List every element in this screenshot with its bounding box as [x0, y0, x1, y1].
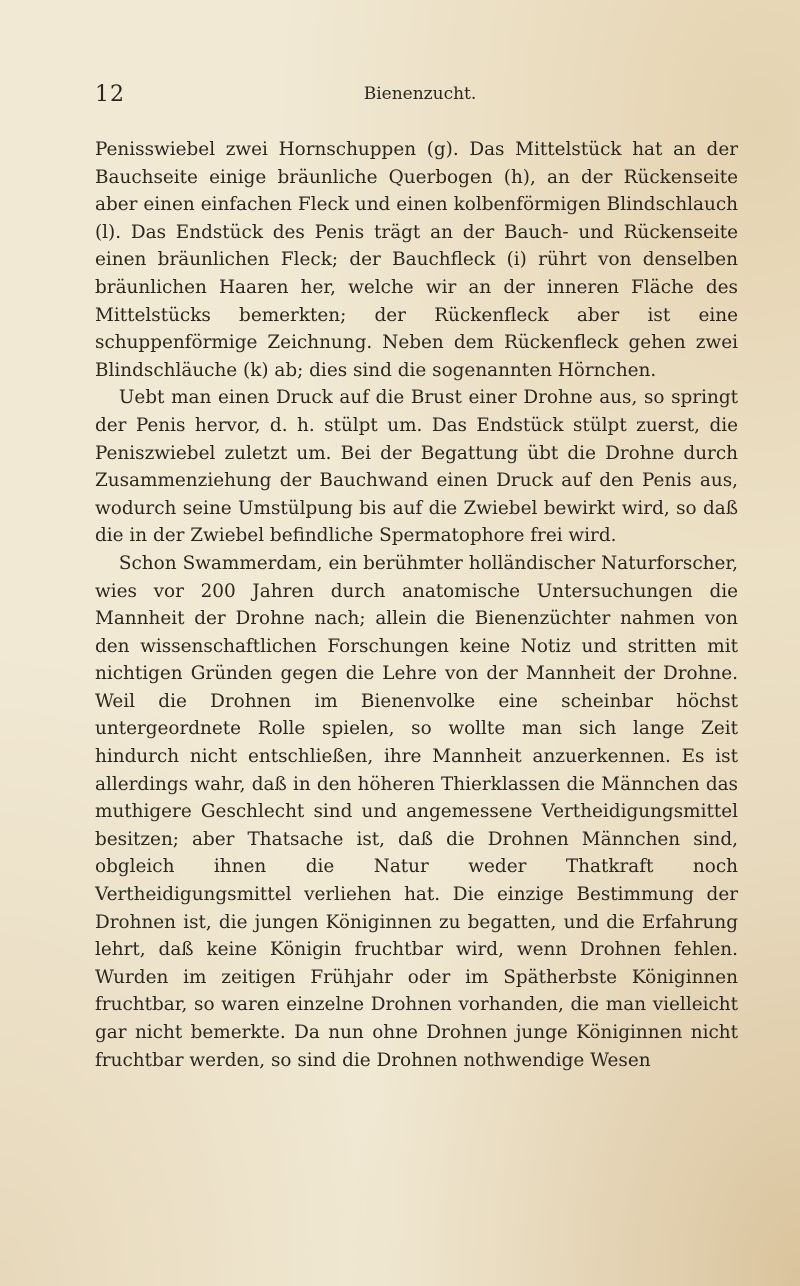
page-number: 12 [95, 82, 125, 107]
running-title: Bienenzucht. [363, 84, 477, 104]
page-header [95, 82, 735, 112]
paragraph-3: Schon Swammerdam, ein berühmter holländischer Naturforscher, wies vor 200 Jahren durch anatomische Untersuchungen die Mannheit der Drohne nach; allein die Bienenzüchter nahmen von den wissenschaftlichen Forschungen keine Notiz und stritten mit nichtigen Gründen gegen die Lehre von der Mannheit der Drohne. Weil die Drohnen im Bienenvolke eine scheinbar höchst untergeordnete Rolle spielen, so wollte man sich lange Zeit hindurch nicht entschließen, ihre Mannheit anzuerkennen. Es ist allerdings wahr, daß in den höheren Thierklassen die Männchen das muthigere Geschlecht sind und angemessene Vertheidigungsmittel besitzen; aber Thatsache ist, daß die Drohnen Männchen sind, obgleich ihnen die Natur weder Thatkraft noch Vertheidigungsmittel verliehen hat. Die einzige Bestimmung der Drohnen ist, die jungen Königinnen zu begatten, und die Erfahrung lehrt, daß keine Königin fruchtbar wird, wenn Drohnen fehlen. Wurden im zeitigen Frühjahr oder im Spätherbste Königinnen fruchtbar, so waren einzelne Drohnen vorhanden, die man vielleicht gar nicht bemerkte. Da nun ohne Drohnen junge Königinnen nicht fruchtbar werden, so sind die Drohnen nothwendige Wesen [95, 552, 738, 1071]
body-text [95, 136, 738, 1074]
paragraph-2: Uebt man einen Druck auf die Brust einer Drohne aus, so springt der Penis hervor, d. h. stülpt um. Das Endstück stülpt zuerst, die Peniszwiebel zuletzt um. Bei der Begattung übt die Drohne durch Zusammenziehung der Bauchwand einen Druck auf den Penis aus, wodurch seine Umstülpung bis auf die Zwiebel bewirkt wird, so daß die in der Zwiebel befindliche Spermatophore frei wird. [95, 387, 738, 547]
paragraph-1: Penisswiebel zwei Hornschuppen (g). Das Mittelstück hat an der Bauchseite einige bräunliche Querbogen (h), an der Rückenseite aber einen einfachen Fleck und einen kolbenförmigen Blindschlauch (l). Das Endstück des Penis trägt an der Bauch- und Rückenseite einen bräunlichen Fleck; der Bauchfleck (i) rührt von denselben bräunlichen Haaren her, welche wir an der inneren Fläche des Mittelstücks bemerkten; der Rückenfleck aber ist eine schuppenförmige Zeichnung. Neben dem Rückenfleck gehen zwei Blindschläuche (k) ab; dies sind die sogenannten Hörnchen. [95, 139, 738, 381]
